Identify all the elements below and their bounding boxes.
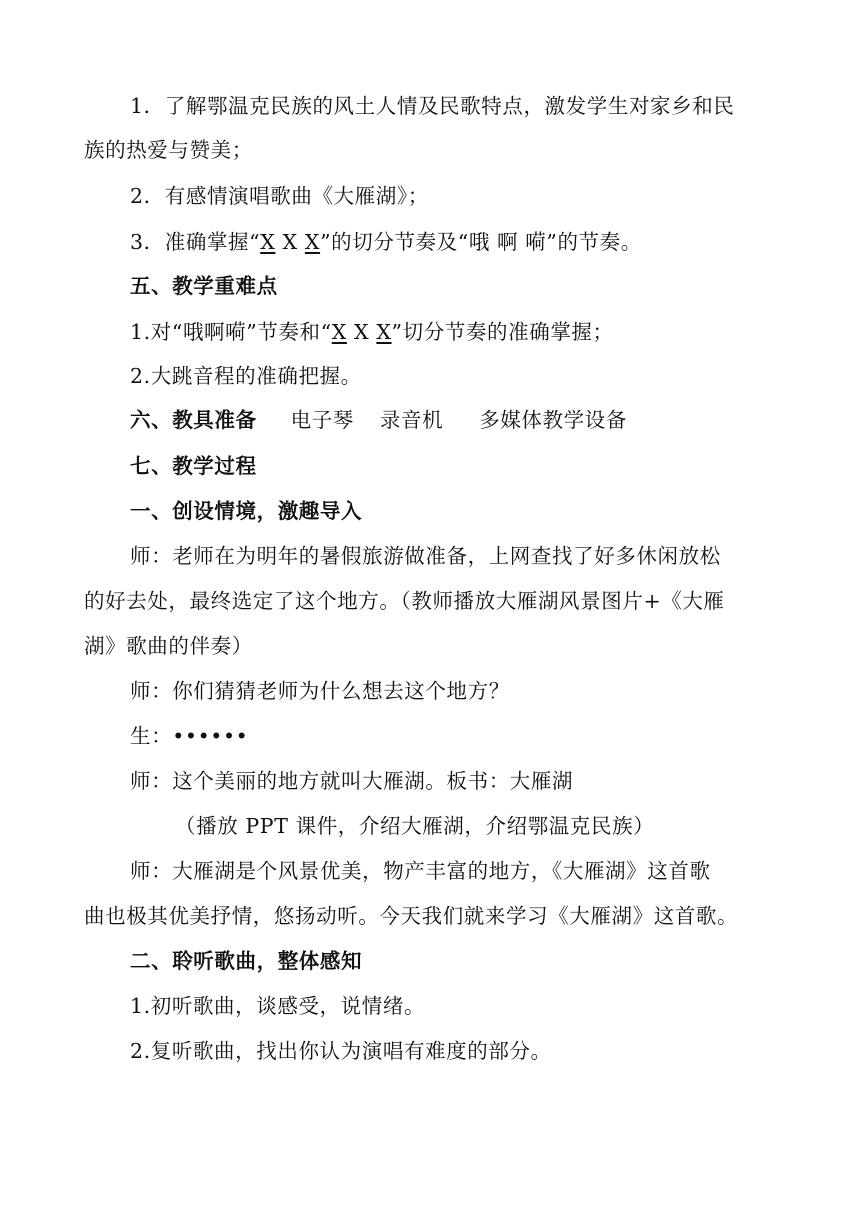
- rhythm-note-1: X: [331, 320, 347, 344]
- objective-2: 2．有感情演唱歌曲《大雁湖》；: [130, 184, 429, 208]
- section-5-heading: 五、教学重难点: [130, 274, 278, 298]
- objective-3: [130, 228, 642, 256]
- objective-1-line-1: 1．了解鄂温克民族的风土人情及民歌特点，激发学生对家乡和民: [130, 94, 735, 118]
- key-point-2: 2.大跳音程的准确把握。: [130, 364, 362, 388]
- step-2-heading: 二、聆听歌曲，整体感知: [130, 949, 363, 973]
- paragraph-6-line-2: 曲也极其优美抒情，悠扬动听。今天我们就来学习《大雁湖》这首歌。: [84, 904, 739, 928]
- listen-item-1: 1.初听歌曲，谈感受，说情绪。: [130, 994, 426, 1018]
- section-7-heading: 七、教学过程: [130, 454, 257, 478]
- paragraph-4: 师：这个美丽的地方就叫大雁湖。板书：大雁湖: [130, 769, 574, 793]
- key-point-1-suffix: ”切分节奏的准确掌握；: [391, 320, 614, 344]
- tool-multimedia: 多媒体教学设备: [479, 408, 627, 432]
- rhythm-note-2: X: [275, 230, 305, 254]
- paragraph-1-line-2: 的好去处，最终选定了这个地方。（教师播放大雁湖风景图片+《大雁: [84, 589, 725, 613]
- section-6-heading: 六、教具准备: [130, 408, 257, 432]
- objective-1-line-2: 族的热爱与赞美；: [84, 138, 253, 162]
- paragraph-5: （播放 PPT 课件，介绍大雁湖，介绍鄂温克民族）: [175, 814, 655, 838]
- paragraph-1-line-3: 湖》歌曲的伴奏）: [84, 634, 253, 658]
- tool-recorder: 录音机: [379, 408, 444, 432]
- rhythm-note-2: X: [346, 320, 377, 344]
- key-point-1-prefix: 1.对“哦啊嗬”节奏和“: [130, 320, 332, 344]
- rhythm-note-3: X: [304, 230, 321, 254]
- rhythm-note-3: X: [376, 320, 392, 344]
- objective-3-prefix: 3．准确掌握“: [130, 230, 261, 254]
- section-6-line: [130, 406, 627, 434]
- objective-3-suffix: ”的切分节奏及“哦 啊 嗬”的节奏。: [320, 230, 642, 254]
- tool-electronic-keyboard: 电子琴: [290, 408, 354, 432]
- paragraph-6-line-1: 师：大雁湖是个风景优美，物产丰富的地方，《大雁湖》这首歌: [130, 859, 711, 883]
- listen-item-2: 2.复听歌曲，找出你认为演唱有难度的部分。: [130, 1039, 552, 1063]
- paragraph-3: 生：••••••: [130, 724, 249, 748]
- paragraph-1-line-1: 师：老师在为明年的暑假旅游做准备，上网查找了好多休闲放松: [130, 544, 721, 568]
- key-point-1: [130, 318, 614, 346]
- step-1-heading: 一、创设情境，激趣导入: [130, 499, 363, 523]
- paragraph-2: 师：你们猜猜老师为什么想去这个地方？: [130, 679, 510, 703]
- rhythm-note-1: X: [260, 230, 276, 254]
